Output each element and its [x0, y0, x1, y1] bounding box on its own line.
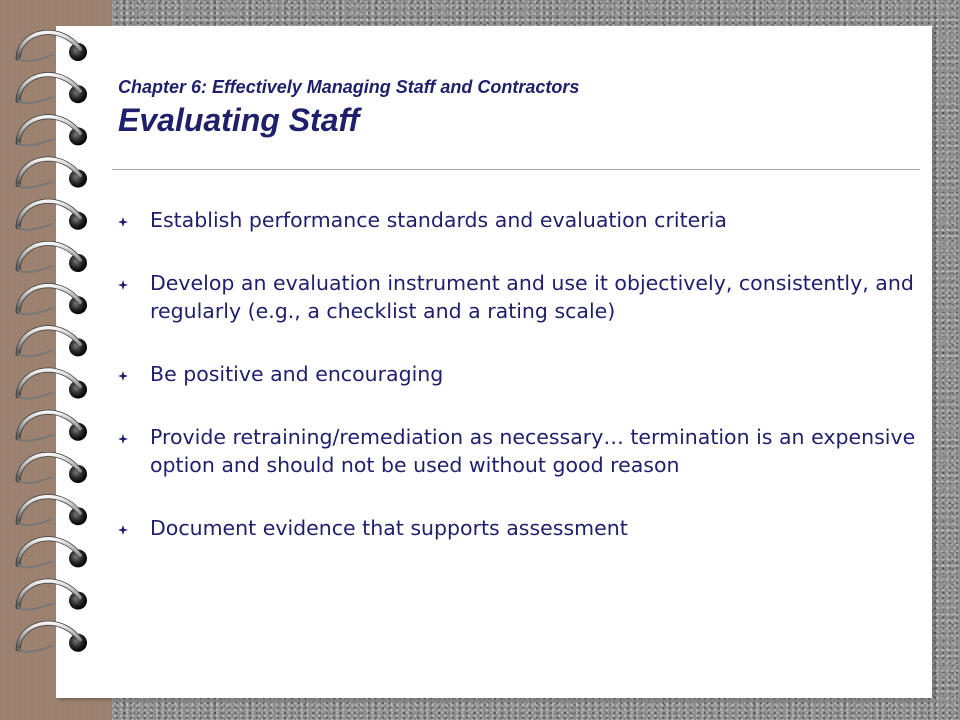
- spiral-wire-tail: [18, 139, 52, 145]
- spiral-ring: [18, 32, 87, 61]
- spiral-wire-tail: [18, 604, 52, 610]
- spiral-wire-tail: [18, 393, 52, 399]
- four-point-star-icon: [118, 434, 128, 444]
- header-divider: [112, 169, 920, 170]
- spiral-ring: [18, 286, 87, 315]
- spiral-wire-tail: [18, 182, 52, 188]
- spiral-wire-tail: [18, 350, 52, 356]
- spiral-binding-icon: [0, 26, 110, 698]
- spiral-wire-tail: [18, 308, 52, 314]
- bullet-text: Be positive and encouraging: [150, 362, 444, 386]
- chapter-subtitle: Chapter 6: Effectively Managing Staff and Contractors: [118, 77, 580, 97]
- bullet-text: Document evidence that supports assessment: [150, 516, 628, 540]
- spiral-ring: [18, 581, 87, 610]
- bullet-item: [118, 423, 918, 479]
- four-point-star-icon: [118, 280, 128, 290]
- bullet-text: Establish performance standards and evaluation criteria: [150, 208, 727, 232]
- bullet-item: [118, 514, 918, 542]
- spiral-ring: [18, 539, 87, 568]
- bullet-item: [118, 206, 918, 234]
- spiral-ring: [18, 243, 87, 272]
- spiral-wire-tail: [18, 477, 52, 483]
- spiral-ring: [18, 75, 87, 104]
- four-point-star-icon: [118, 371, 128, 381]
- slide-header: [118, 76, 918, 140]
- spiral-wire-tail: [18, 266, 52, 272]
- spiral-wire-tail: [18, 55, 52, 61]
- four-point-star-icon: [118, 525, 128, 535]
- spiral-ring: [18, 328, 87, 357]
- spiral-wire-tail: [18, 646, 52, 652]
- bullet-text: Develop an evaluation instrument and use it objectively, consistently, and regularly (e.g., a checklist and a rating scale): [150, 271, 914, 323]
- spiral-ring: [18, 201, 87, 230]
- spiral-wire-tail: [18, 519, 52, 525]
- spiral-ring: [18, 412, 87, 441]
- spiral-ring: [18, 497, 87, 526]
- bullet-item: [118, 360, 918, 388]
- slide-title: Evaluating Staff: [118, 102, 360, 138]
- spiral-ring: [18, 370, 87, 399]
- bullet-text: Provide retraining/remediation as necessary… termination is an expensive option and should not be used without good reason: [150, 425, 916, 477]
- four-point-star-icon: [118, 217, 128, 227]
- spiral-ring: [18, 454, 87, 483]
- bullet-list: [118, 206, 918, 577]
- spiral-wire-tail: [18, 224, 52, 230]
- spiral-wire-tail: [18, 97, 52, 103]
- spiral-wire-tail: [18, 435, 52, 441]
- spiral-ring: [18, 623, 87, 652]
- bullet-item: [118, 269, 918, 325]
- spiral-ring: [18, 117, 87, 146]
- spiral-wire-tail: [18, 561, 52, 567]
- spiral-ring: [18, 159, 87, 188]
